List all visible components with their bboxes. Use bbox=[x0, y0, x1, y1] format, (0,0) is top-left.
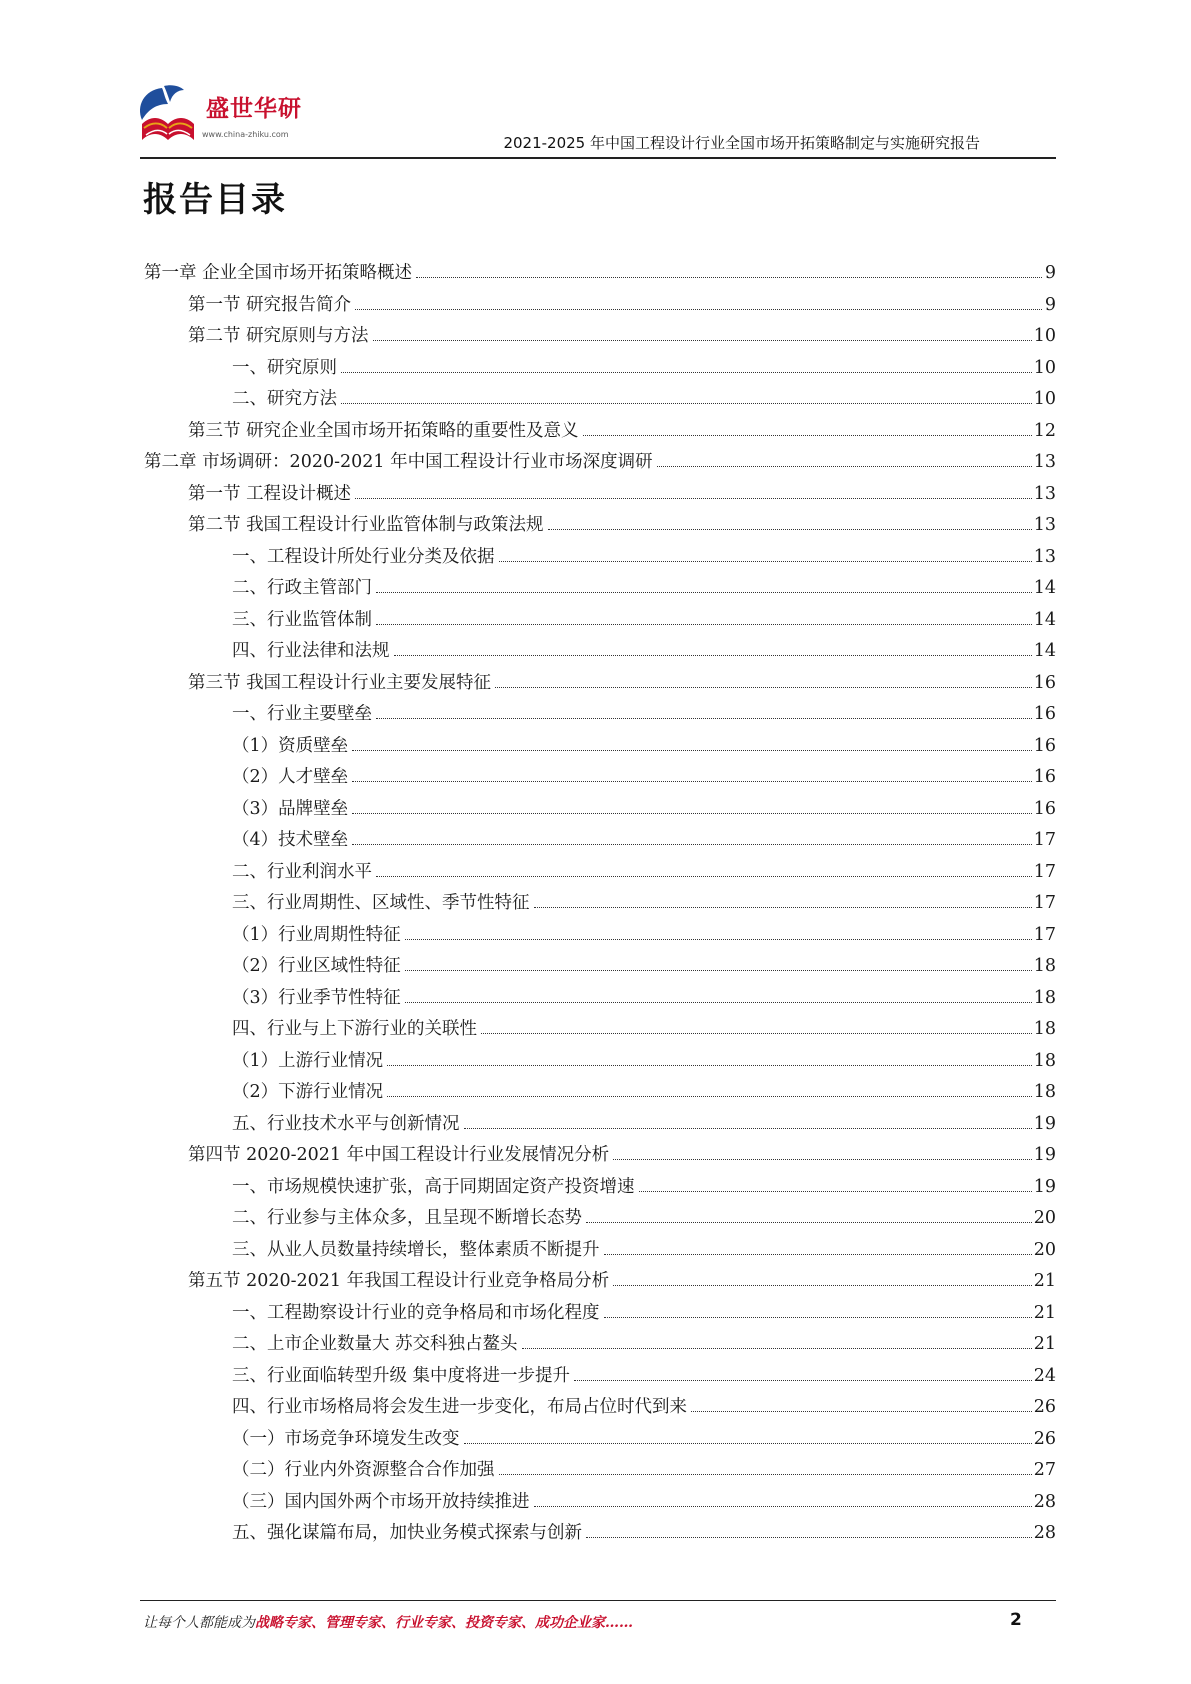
toc-entry-title: 第一章 企业全国市场开拓策略概述 bbox=[144, 263, 413, 283]
toc-entry-page: 21 bbox=[1033, 1271, 1056, 1291]
logo-url: www.china-zhiku.com bbox=[202, 130, 289, 139]
toc-entry[interactable] bbox=[144, 258, 1056, 290]
toc-entry[interactable] bbox=[144, 321, 1056, 353]
toc-leader-dots bbox=[394, 655, 1032, 656]
toc-entry-title: （二）行业内外资源整合合作加强 bbox=[232, 1460, 495, 1480]
toc-leader-dots bbox=[387, 1096, 1032, 1097]
toc-leader-dots bbox=[352, 813, 1032, 814]
toc-entry-page: 26 bbox=[1033, 1397, 1056, 1417]
toc-entry-title: 第一节 研究报告简介 bbox=[188, 294, 352, 315]
toc-entry-page: 27 bbox=[1033, 1460, 1056, 1480]
toc-leader-dots bbox=[373, 340, 1032, 341]
toc-entry-title: 第四节 2020-2021 年中国工程设计行业发展情况分析 bbox=[188, 1145, 610, 1165]
toc-entry[interactable] bbox=[144, 951, 1056, 983]
toc-leader-dots bbox=[604, 1254, 1032, 1255]
toc-entry-title: （2）人才壁垒 bbox=[232, 767, 349, 787]
toc-leader-dots bbox=[586, 1222, 1032, 1223]
toc-entry-title: （3）品牌壁垒 bbox=[232, 798, 349, 819]
page-number: 2 bbox=[1010, 1610, 1022, 1630]
toc-entry[interactable] bbox=[144, 857, 1056, 889]
toc-entry-page: 16 bbox=[1033, 704, 1056, 724]
footer-slogan-lead: 让每个人都能成为 bbox=[143, 1615, 255, 1631]
toc-entry-page: 18 bbox=[1033, 1019, 1056, 1039]
toc-entry[interactable] bbox=[144, 731, 1056, 763]
toc-entry-page: 17 bbox=[1033, 924, 1056, 945]
toc-entry-page: 16 bbox=[1033, 672, 1056, 693]
toc-entry[interactable] bbox=[144, 1518, 1056, 1550]
toc-entry-title: 二、上市企业数量大 苏交科独占鳌头 bbox=[232, 1334, 518, 1354]
toc-entry-title: （2）下游行业情况 bbox=[232, 1082, 384, 1102]
toc-leader-dots bbox=[604, 1317, 1032, 1318]
toc-entry[interactable] bbox=[144, 983, 1056, 1015]
toc-leader-dots bbox=[352, 781, 1032, 782]
toc-entry-title: 一、市场规模快速扩张，高于同期固定资产投资增速 bbox=[232, 1176, 635, 1197]
toc-entry[interactable] bbox=[144, 479, 1056, 511]
header-report-title: 2021-2025 年中国工程设计行业全国市场开拓策略制定与实施研究报告 bbox=[503, 134, 980, 152]
toc-entry-title: 二、研究方法 bbox=[232, 389, 337, 409]
toc-leader-dots bbox=[499, 561, 1032, 562]
toc-leader-dots bbox=[376, 718, 1032, 719]
toc-entry[interactable] bbox=[144, 384, 1056, 416]
toc-entry-page: 18 bbox=[1033, 1082, 1056, 1102]
toc-entry-page: 17 bbox=[1033, 893, 1056, 913]
toc-leader-dots bbox=[376, 592, 1032, 593]
toc-leader-dots bbox=[405, 939, 1032, 940]
toc-entry[interactable] bbox=[144, 794, 1056, 826]
toc-leader-dots bbox=[495, 687, 1032, 688]
toc-entry-page: 14 bbox=[1033, 641, 1056, 661]
toc-leader-dots bbox=[376, 624, 1032, 625]
toc-entry[interactable] bbox=[144, 605, 1056, 637]
toc-leader-dots bbox=[387, 1065, 1032, 1066]
toc-entry-page: 16 bbox=[1033, 735, 1056, 756]
book-logo-icon bbox=[134, 80, 204, 150]
toc-leader-dots bbox=[341, 403, 1032, 404]
toc-entry-title: 第二章 市场调研：2020-2021 年中国工程设计行业市场深度调研 bbox=[144, 452, 653, 472]
toc-entry-title: 二、行业利润水平 bbox=[232, 861, 372, 882]
toc-entry-title: 二、行业参与主体众多，且呈现不断增长态势 bbox=[232, 1208, 582, 1228]
footer-slogan-roles: 战略专家、管理专家、行业专家、投资专家、成功企业家…… bbox=[255, 1615, 633, 1631]
toc-entry-title: 一、研究原则 bbox=[232, 357, 337, 378]
toc-leader-dots bbox=[481, 1033, 1032, 1034]
toc-entry[interactable] bbox=[144, 1235, 1056, 1267]
toc-entry[interactable] bbox=[144, 825, 1056, 857]
toc-leader-dots bbox=[352, 750, 1032, 751]
toc-leader-dots bbox=[548, 529, 1032, 530]
toc-entry-title: （1）行业周期性特征 bbox=[232, 924, 401, 945]
toc-entry-page: 14 bbox=[1033, 578, 1056, 598]
toc-entry-title: 一、工程勘察设计行业的竞争格局和市场化程度 bbox=[232, 1302, 600, 1323]
toc-entry-title: （三）国内国外两个市场开放持续推进 bbox=[232, 1491, 530, 1512]
footer-divider bbox=[140, 1600, 1056, 1601]
toc-entry-title: 四、行业法律和法规 bbox=[232, 641, 390, 661]
toc-entry-page: 9 bbox=[1044, 294, 1056, 315]
toc-entry-title: 第一节 工程设计概述 bbox=[188, 483, 352, 504]
toc-entry-title: 三、行业监管体制 bbox=[232, 609, 372, 630]
toc-entry[interactable] bbox=[144, 1487, 1056, 1519]
toc-leader-dots bbox=[574, 1380, 1032, 1381]
toc-entry-title: 四、行业市场格局将会发生进一步变化，布局占位时代到来 bbox=[232, 1397, 687, 1417]
toc-entry-page: 19 bbox=[1033, 1113, 1056, 1134]
toc-entry[interactable] bbox=[144, 1046, 1056, 1078]
toc-entry[interactable] bbox=[144, 1392, 1056, 1424]
toc-leader-dots bbox=[405, 1002, 1032, 1003]
toc-leader-dots bbox=[583, 435, 1032, 436]
toc-leader-dots bbox=[376, 876, 1032, 877]
toc-entry[interactable] bbox=[144, 1266, 1056, 1298]
toc-entry-title: 四、行业与上下游行业的关联性 bbox=[232, 1019, 477, 1039]
toc-entry-page: 18 bbox=[1033, 956, 1056, 976]
toc-entry[interactable] bbox=[144, 542, 1056, 574]
toc-entry-page: 9 bbox=[1044, 263, 1056, 283]
toc-entry[interactable] bbox=[144, 573, 1056, 605]
toc-entry-page: 17 bbox=[1033, 830, 1056, 850]
toc-entry-title: 三、行业周期性、区域性、季节性特征 bbox=[232, 893, 530, 913]
toc-entry[interactable] bbox=[144, 1109, 1056, 1141]
toc-entry-title: 第三节 研究企业全国市场开拓策略的重要性及意义 bbox=[188, 420, 579, 441]
toc-entry-page: 21 bbox=[1033, 1302, 1056, 1323]
toc-leader-dots bbox=[534, 1506, 1032, 1507]
toc-entry-title: 第五节 2020-2021 年我国工程设计行业竞争格局分析 bbox=[188, 1271, 610, 1291]
toc-entry[interactable] bbox=[144, 920, 1056, 952]
toc-entry[interactable] bbox=[144, 1329, 1056, 1361]
toc-entry-page: 13 bbox=[1033, 452, 1056, 472]
toc-entry-page: 24 bbox=[1033, 1365, 1056, 1386]
toc-leader-dots bbox=[355, 309, 1042, 310]
toc-entry-title: 一、工程设计所处行业分类及依据 bbox=[232, 546, 495, 567]
toc-entry-title: 第二节 我国工程设计行业监管体制与政策法规 bbox=[188, 515, 544, 535]
toc-entry[interactable] bbox=[144, 1298, 1056, 1330]
toc-leader-dots bbox=[405, 970, 1032, 971]
toc-leader-dots bbox=[341, 372, 1032, 373]
toc-entry-title: （一）市场竞争环境发生改变 bbox=[232, 1428, 460, 1449]
toc-leader-dots bbox=[464, 1128, 1032, 1129]
toc-entry-page: 14 bbox=[1033, 609, 1056, 630]
toc-entry[interactable] bbox=[144, 1140, 1056, 1172]
toc-entry-title: 第二节 研究原则与方法 bbox=[188, 326, 369, 346]
toc-entry[interactable] bbox=[144, 1455, 1056, 1487]
toc-entry-page: 12 bbox=[1033, 420, 1056, 441]
toc-entry[interactable] bbox=[144, 1361, 1056, 1393]
toc-entry-page: 19 bbox=[1033, 1176, 1056, 1197]
toc-leader-dots bbox=[691, 1411, 1032, 1412]
toc-entry[interactable] bbox=[144, 888, 1056, 920]
toc-entry-title: （1）资质壁垒 bbox=[232, 735, 349, 756]
toc-entry[interactable] bbox=[144, 1077, 1056, 1109]
toc-entry-page: 26 bbox=[1033, 1428, 1056, 1449]
toc-entry-page: 10 bbox=[1033, 389, 1056, 409]
toc-entry-page: 28 bbox=[1033, 1491, 1056, 1512]
toc-entry-page: 10 bbox=[1033, 357, 1056, 378]
toc-entry[interactable] bbox=[144, 416, 1056, 448]
toc-entry[interactable] bbox=[144, 447, 1056, 479]
toc-entry-page: 18 bbox=[1033, 1050, 1056, 1071]
toc-entry-page: 20 bbox=[1033, 1208, 1056, 1228]
toc-entry-page: 13 bbox=[1033, 546, 1056, 567]
toc-leader-dots bbox=[586, 1537, 1032, 1538]
toc-entry[interactable] bbox=[144, 636, 1056, 668]
toc-leader-dots bbox=[355, 498, 1032, 499]
toc-entry[interactable] bbox=[144, 510, 1056, 542]
toc-entry-title: 二、行政主管部门 bbox=[232, 578, 372, 598]
toc-entry-title: （1）上游行业情况 bbox=[232, 1050, 384, 1071]
toc-leader-dots bbox=[499, 1474, 1032, 1475]
page-title: 报告目录 bbox=[143, 180, 287, 220]
toc-entry-title: 五、行业技术水平与创新情况 bbox=[232, 1113, 460, 1134]
toc-entry-page: 13 bbox=[1033, 515, 1056, 535]
toc-entry[interactable] bbox=[144, 1424, 1056, 1456]
logo-brand-name: 盛世华研 bbox=[206, 96, 302, 122]
toc-leader-dots bbox=[639, 1191, 1032, 1192]
toc-entry[interactable] bbox=[144, 1203, 1056, 1235]
table-of-contents bbox=[144, 258, 1056, 1550]
toc-entry-page: 28 bbox=[1033, 1523, 1056, 1543]
toc-entry-title: （4）技术壁垒 bbox=[232, 830, 349, 850]
toc-entry-page: 13 bbox=[1033, 483, 1056, 504]
company-logo bbox=[140, 80, 330, 150]
toc-entry[interactable] bbox=[144, 699, 1056, 731]
toc-entry-title: 五、强化谋篇布局，加快业务模式探索与创新 bbox=[232, 1523, 582, 1543]
toc-entry-page: 18 bbox=[1033, 987, 1056, 1008]
toc-leader-dots bbox=[613, 1159, 1032, 1160]
toc-leader-dots bbox=[464, 1443, 1032, 1444]
toc-entry-page: 16 bbox=[1033, 767, 1056, 787]
toc-entry-page: 19 bbox=[1033, 1145, 1056, 1165]
toc-entry-page: 16 bbox=[1033, 798, 1056, 819]
toc-entry-title: （3）行业季节性特征 bbox=[232, 987, 401, 1008]
toc-entry[interactable] bbox=[144, 290, 1056, 322]
toc-entry[interactable] bbox=[144, 1014, 1056, 1046]
toc-entry-page: 10 bbox=[1033, 326, 1056, 346]
toc-leader-dots bbox=[657, 466, 1032, 467]
toc-entry[interactable] bbox=[144, 668, 1056, 700]
header-divider bbox=[140, 157, 1056, 159]
toc-entry-title: 三、从业人员数量持续增长，整体素质不断提升 bbox=[232, 1239, 600, 1260]
toc-entry-title: 第三节 我国工程设计行业主要发展特征 bbox=[188, 672, 492, 693]
toc-leader-dots bbox=[416, 277, 1042, 278]
toc-entry-page: 20 bbox=[1033, 1239, 1056, 1260]
toc-entry-title: （2）行业区域性特征 bbox=[232, 956, 401, 976]
toc-entry-page: 17 bbox=[1033, 861, 1056, 882]
footer-slogan bbox=[143, 1612, 633, 1632]
toc-leader-dots bbox=[352, 844, 1032, 845]
toc-leader-dots bbox=[534, 907, 1032, 908]
toc-leader-dots bbox=[613, 1285, 1032, 1286]
toc-entry-title: 一、行业主要壁垒 bbox=[232, 704, 372, 724]
toc-leader-dots bbox=[522, 1348, 1032, 1349]
toc-entry-title: 三、行业面临转型升级 集中度将进一步提升 bbox=[232, 1365, 571, 1386]
toc-entry[interactable] bbox=[144, 762, 1056, 794]
toc-entry[interactable] bbox=[144, 353, 1056, 385]
toc-entry-page: 21 bbox=[1033, 1334, 1056, 1354]
toc-entry[interactable] bbox=[144, 1172, 1056, 1204]
